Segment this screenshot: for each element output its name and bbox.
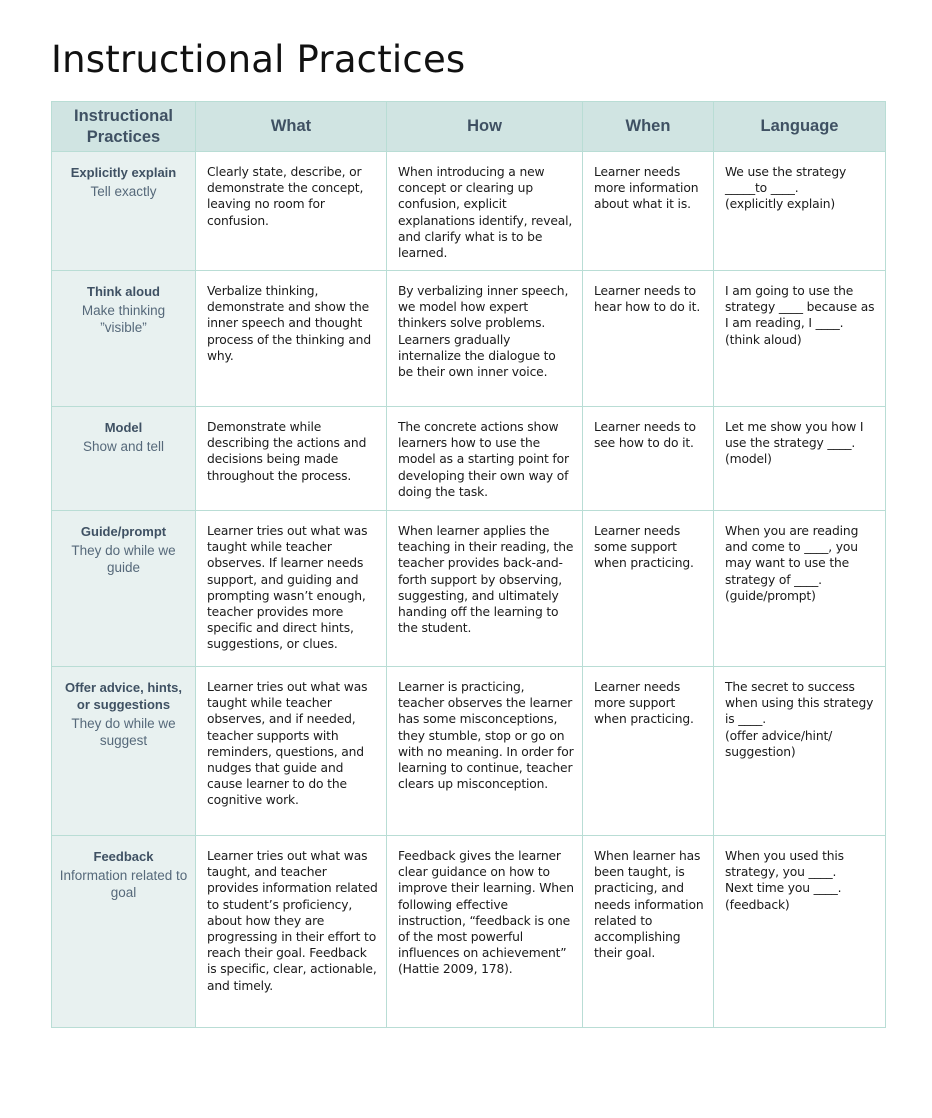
table-row [52,152,886,271]
practice-cell [52,407,196,511]
what-cell: Learner tries out what was taught while teacher observes, and if needed, teacher supports with reminders, questions, and nudges that guide and cause learner to do the cognitive work. [196,667,387,836]
what-cell: Learner tries out what was taught, and teacher provides information related to student’s proficiency, about how they are progressing in their effort to reach their goal. Feedback is specific, clear, actionable, and timely. [196,836,387,1028]
practice-subtitle: Make thinking ”visible” [81,303,166,335]
practice-name: Explicitly explain [70,165,177,180]
practice-subtitle: They do while we guide [71,543,176,575]
what-cell: Clearly state, describe, or demonstrate the concept, leaving no room for confusion. [196,152,387,271]
header-what: What [196,102,387,152]
when-cell: Learner needs to see how to do it. [583,407,714,511]
table-row [52,271,886,407]
when-cell: Learner needs more information about what it is. [583,152,714,271]
header-when: When [583,102,714,152]
header-row [52,102,886,152]
language-cell: We use the strategy _____to ____. (explicitly explain) [714,152,886,271]
practice-name: Guide/prompt [80,524,167,539]
when-cell: Learner needs to hear how to do it. [583,271,714,407]
header-how: How [387,102,583,152]
how-cell: When introducing a new concept or clearing up confusion, explicit explanations identify, reveal, and clarify what is to be learned. [387,152,583,271]
how-cell: The concrete actions show learners how to use the model as a starting point for developing their own way of doing the task. [387,407,583,511]
practice-cell [52,152,196,271]
when-cell: Learner needs some support when practicing. [583,511,714,667]
practice-subtitle: Information related to goal [59,868,188,900]
header-language: Language [714,102,886,152]
what-cell: Demonstrate while describing the actions and decisions being made throughout the process. [196,407,387,511]
practice-subtitle: Tell exactly [90,184,157,199]
when-cell: Learner needs more support when practicing. [583,667,714,836]
language-cell: Let me show you how I use the strategy ____. (model) [714,407,886,511]
table-row [52,511,886,667]
table-row [52,407,886,511]
language-cell: When you are reading and come to ____, you may want to use the strategy of ____. (guide/prompt) [714,511,886,667]
practice-name: Think aloud [87,284,160,299]
language-cell: The secret to success when using this strategy is ____. (offer advice/hint/ suggestion) [714,667,886,836]
table-row [52,836,886,1028]
header-instructional-practices: Instructional Practices [52,102,196,152]
instructional-practices-table [51,101,886,1028]
table-row [52,667,886,836]
how-cell: Feedback gives the learner clear guidance on how to improve their learning. When following effective instruction, “feedback is one of the most powerful influences on achievement” (Hattie 2009, 178). [387,836,583,1028]
practice-subtitle: They do while we suggest [71,716,176,748]
language-cell: When you used this strategy, you ____. Next time you ____. (feedback) [714,836,886,1028]
how-cell: By verbalizing inner speech, we model how expert thinkers solve problems. Learners gradually internalize the dialogue to be their own inner voice. [387,271,583,407]
practice-name: Model [104,420,143,435]
what-cell: Verbalize thinking, demonstrate and show the inner speech and thought process of the thinking and why. [196,271,387,407]
how-cell: When learner applies the teaching in their reading, the teacher provides back-and-forth support by observing, suggesting, and ultimately handing off the learning to the student. [387,511,583,667]
how-cell: Learner is practicing, teacher observes the learner has some misconceptions, they stumble, stop or go on with no meaning. In order for learning to continue, teacher clears up misconception. [387,667,583,836]
page-title: Instructional Practices [51,38,466,81]
practice-name: Offer advice, hints, or suggestions [64,680,183,712]
practice-cell [52,511,196,667]
what-cell: Learner tries out what was taught while teacher observes. If learner needs support, and guiding and prompting wasn’t enough, teacher provides more specific and direct hints, suggestions, or clues. [196,511,387,667]
practice-cell [52,271,196,407]
practice-cell [52,667,196,836]
language-cell: I am going to use the strategy ____ because as I am reading, I ____. (think aloud) [714,271,886,407]
practice-cell [52,836,196,1028]
when-cell: When learner has been taught, is practicing, and needs information related to accomplishing their goal. [583,836,714,1028]
practice-name: Feedback [93,849,154,864]
practice-subtitle: Show and tell [82,439,165,454]
